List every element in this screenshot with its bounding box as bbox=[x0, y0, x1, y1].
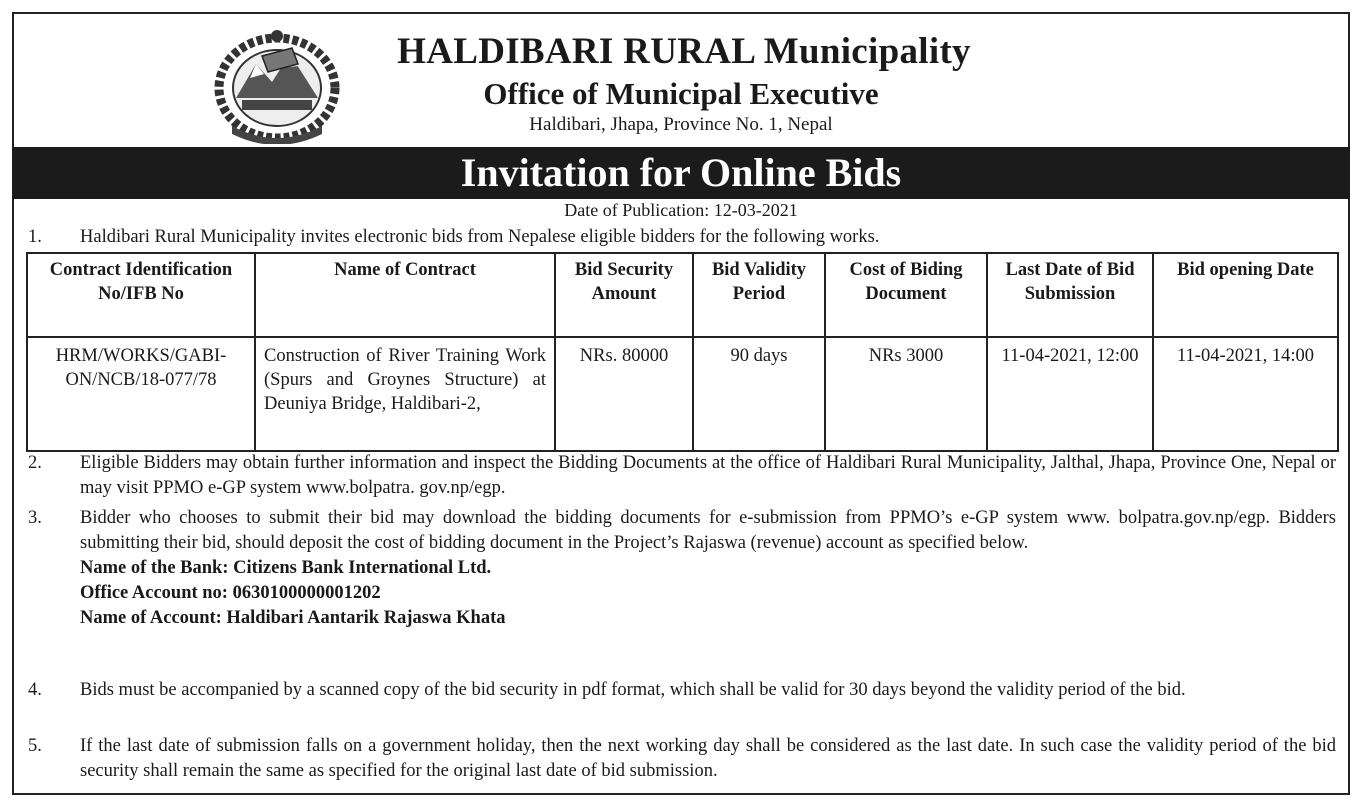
contract-name-cell: Construction of River Training Work (Spurs and Groynes Structure) at Deuniya Bridge, Haldibari-2, bbox=[255, 337, 555, 451]
bid-security-cell: NRs. 80000 bbox=[555, 337, 693, 451]
clause-number: 3. bbox=[28, 508, 42, 528]
col-contract-id: Contract Identification No/IFB No bbox=[27, 253, 255, 337]
clause-text: Bids must be accompanied by a scanned copy of the bid security in pdf format, which shall be valid for 30 days beyond the validity period of the bid. bbox=[80, 680, 1186, 700]
clause-text: Haldibari Rural Municipality invites electronic bids from Nepalese eligible bidders for the following works. bbox=[80, 227, 880, 247]
office-title: Office of Municipal Executive bbox=[483, 76, 879, 111]
clause-number: 4. bbox=[28, 680, 42, 700]
col-bid-validity: Bid Validity Period bbox=[693, 253, 825, 337]
clause-number: 5. bbox=[28, 736, 42, 756]
last-date-cell: 11-04-2021, 12:00 bbox=[987, 337, 1153, 451]
clause-text: If the last date of submission falls on a government holiday, then the next working day shall be considered as the last date. In such case the validity period of the bid security shall remain the same as specified for the original last date of bid submission. bbox=[80, 736, 1336, 781]
notice-banner: Invitation for Online Bids bbox=[12, 147, 1350, 199]
contract-id-cell: HRM/WORKS/GABI-ON/NCB/18-077/78 bbox=[27, 337, 255, 451]
clause-4 bbox=[28, 678, 1336, 703]
opening-date-cell: 11-04-2021, 14:00 bbox=[1153, 337, 1338, 451]
clause-text: Eligible Bidders may obtain further information and inspect the Bidding Documents at the office of Haldibari Rural Municipality, Jalthal, Jhapa, Province One, Nepal or may visit PPMO e-GP system www.bolpatra. gov.np/egp. bbox=[80, 453, 1336, 498]
clause-3 bbox=[28, 506, 1336, 631]
account-name: Name of Account: Haldibari Aantarik Rajaswa Khata bbox=[80, 608, 506, 628]
bids-table bbox=[26, 252, 1339, 452]
clause-5 bbox=[28, 734, 1336, 784]
bid-notice bbox=[12, 12, 1350, 795]
clause-2 bbox=[28, 451, 1336, 501]
publication-date: Date of Publication: 12-03-2021 bbox=[564, 200, 798, 220]
clause-1 bbox=[28, 225, 1336, 250]
clause-text: Bidder who chooses to submit their bid may download the bidding documents for e-submission from PPMO’s e-GP system www. bolpatra.gov.np/egp. Bidders submitting their bid, should deposit the cost of bidding document in the Project’s Rajaswa (revenue) account as specified below. bbox=[80, 508, 1336, 553]
bank-name: Name of the Bank: Citizens Bank International Ltd. bbox=[80, 558, 492, 578]
bid-validity-cell: 90 days bbox=[693, 337, 825, 451]
office-address: Haldibari, Jhapa, Province No. 1, Nepal bbox=[529, 114, 833, 135]
municipality-title: HALDIBARI RURAL Municipality bbox=[397, 31, 971, 72]
col-bid-security: Bid Security Amount bbox=[555, 253, 693, 337]
col-contract-name: Name of Contract bbox=[255, 253, 555, 337]
cost-document-cell: NRs 3000 bbox=[825, 337, 987, 451]
table-row bbox=[27, 337, 1338, 451]
col-last-date: Last Date of Bid Submission bbox=[987, 253, 1153, 337]
account-number: Office Account no: 0630100000001202 bbox=[80, 583, 381, 603]
table-header-row bbox=[27, 253, 1338, 337]
col-opening-date: Bid opening Date bbox=[1153, 253, 1338, 337]
col-cost-document: Cost of Biding Document bbox=[825, 253, 987, 337]
clause-number: 2. bbox=[28, 453, 42, 473]
clause-number: 1. bbox=[28, 227, 42, 247]
